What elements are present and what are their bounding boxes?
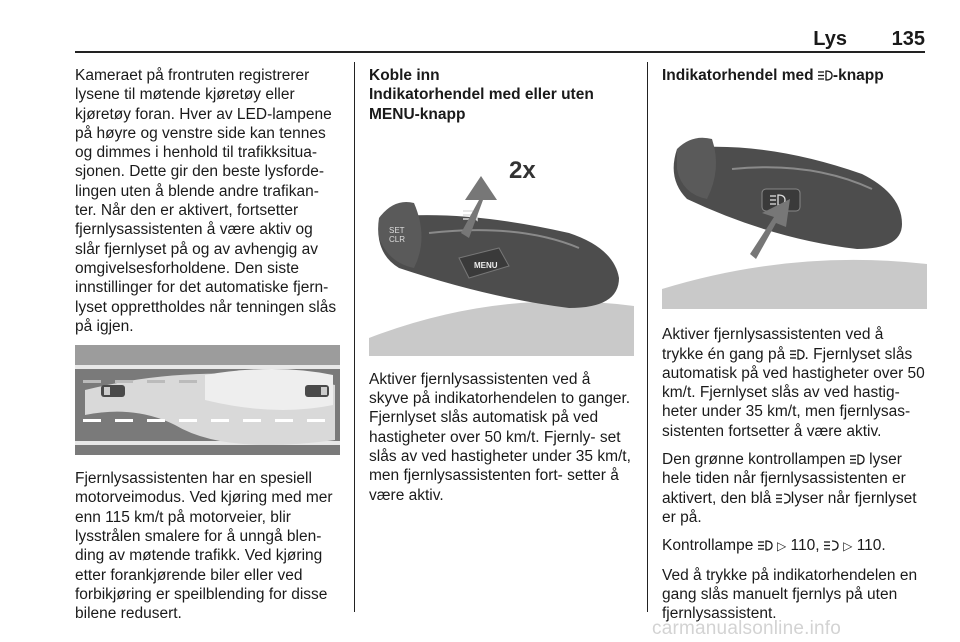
paragraph-control-lamps: Den grønne kontrollampen lyser hele tiden når fjernlysassistenten er aktivert, den blå lyser når fjernlyset er på. <box>662 451 917 526</box>
paragraph-control-lamp-refs: Kontrollampe ▷ 110, ▷ 110. <box>662 536 927 556</box>
heading-indicator-lever: Indikatorhendel med eller uten MENU-knapp <box>369 86 594 123</box>
watermark: carmanualsonline.info <box>652 618 842 639</box>
heading-lever-with-button: Indikatorhendel med -knapp <box>662 67 884 84</box>
page-ref-arrow-icon: ▷ <box>843 539 853 554</box>
clr-label: CLR <box>389 234 406 244</box>
heading-koble-inn: Koble inn <box>369 67 440 84</box>
page-ref-arrow-icon: ▷ <box>776 539 787 554</box>
paragraph-activate-push: Aktiver fjernlysassistenten ved å skyve på indikatorhendelen to ganger. Fjernlyset slås automatisk på ved hastigheter over 50 km/t. Fjernly- set slås av ved hastigheter under 35 km/t, men fjernlysassistenten fort- setter å være aktiv. <box>369 370 631 504</box>
column-1 <box>75 66 340 633</box>
paragraph-camera: Kameraet på frontruten registrerer lysene til møtende kjøretøy eller kjøretøy foran. Hver av LED-lampene på høyre og venstre side kan tennes og dimmes i henhold til trafikksitua- sjonen. Dette gir den beste lysforde- lingen uten å blende andre trafikan- ter. Når den er aktivert, fortsetter fjernlysassistenten å være aktiv og slår fjernlyset på og av avhengig av omgivelsesforholdene. Den siste innstillinger for det automatiske fjern- lyset opprettholdes når tenningen slås på igjen. <box>75 67 337 335</box>
page-ref-1[interactable]: 110, <box>790 537 820 555</box>
high-beam-assist-icon <box>818 70 833 81</box>
paragraph-motorway-mode: Fjernlysassistenten har en spesiell motorveimodus. Ved kjøring med mer enn 115 km/t på motorveier, blir lysstrålen smalere for å unngå blen- ding av møtende trafikk. Ved kjøring etter forankjørende biler eller ved forbikjøring er speilblending for disse bilene redusert. <box>75 470 333 623</box>
indicator-lever-button-illustration <box>662 99 927 309</box>
control-lamp-icon-2 <box>824 540 839 551</box>
page-header <box>75 28 925 50</box>
column-divider-2 <box>647 62 648 612</box>
column-2 <box>369 66 634 514</box>
set-label: SET <box>389 225 405 235</box>
highway-beam-illustration <box>75 345 340 455</box>
column-3 <box>662 66 927 632</box>
page-number: 135 <box>891 28 925 50</box>
page-ref-2[interactable]: 110. <box>856 537 886 555</box>
indicator-lever-push-illustration <box>369 138 634 356</box>
high-beam-assist-icon-inline <box>790 349 805 360</box>
paragraph-manual-high-beam: Ved å trykke på indikatorhendelen en gang slås manuelt fjernlys på uten fjernlysassistent. <box>662 566 918 623</box>
paragraph-activate-button: Aktiver fjernlysassistenten ved å trykke én gang på . Fjernlyset slås automatisk på ved hastigheter over 50 km/t. Fjernlyset slås av ved hastig- heter under 35 km/t, men fjernlysas- sistenten fortsetter å være aktiv. <box>662 326 925 440</box>
control-lamp-icon-1 <box>758 540 773 551</box>
menu-label: MENU <box>474 260 498 270</box>
section-title: Lys <box>813 28 847 50</box>
blue-high-beam-lamp-icon <box>776 493 791 504</box>
header-rule <box>75 51 925 53</box>
push-twice-label: 2x <box>509 156 536 184</box>
green-control-lamp-icon <box>850 454 865 465</box>
column-divider-1 <box>354 62 355 612</box>
